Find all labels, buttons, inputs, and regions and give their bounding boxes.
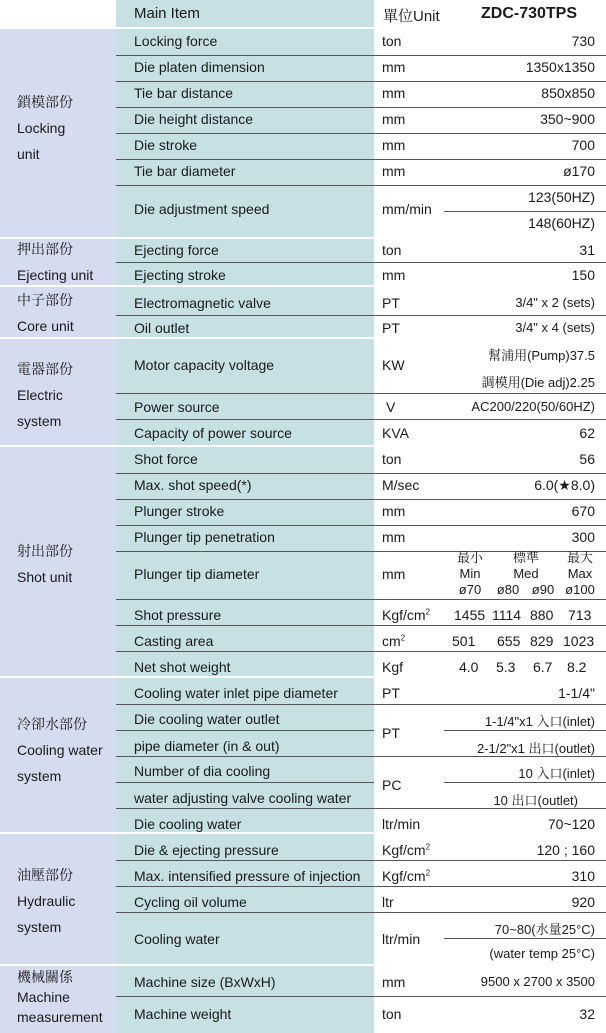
row-value: (water temp 25°C) xyxy=(489,946,595,961)
cooling-label-en2: system xyxy=(17,768,62,784)
table-row xyxy=(116,133,606,159)
row-unit: PT xyxy=(382,685,400,701)
row-value: 920 xyxy=(571,894,595,910)
row-value: 1-1/4"x1 入口(inlet) xyxy=(484,714,595,729)
row-value: 32 xyxy=(579,1006,595,1022)
electric-label-zh: 電器部份 xyxy=(17,361,73,377)
row-unit: KW xyxy=(382,357,405,373)
row-name: Plunger stroke xyxy=(134,503,225,519)
table-row xyxy=(116,262,606,285)
shot-label-en: Shot unit xyxy=(17,569,73,585)
row-value: 148(60HZ) xyxy=(528,215,595,231)
row-value: 9500 x 2700 x 3500 xyxy=(480,974,595,989)
row-value: 2-1/2"x1 出口(outlet) xyxy=(476,741,595,756)
row-unit: Kgf/$cm^2$ xyxy=(382,842,431,858)
group-cooling xyxy=(0,678,606,832)
row-name: Die cooling water xyxy=(134,816,242,832)
table-row xyxy=(116,525,606,551)
row-value: 123(50HZ) xyxy=(528,189,595,205)
group-hydraulic xyxy=(0,834,606,964)
group-electric xyxy=(0,339,606,445)
row-value: 3/4" x 2 (sets) xyxy=(515,295,595,310)
row-name: Electromagnetic valve xyxy=(134,295,271,311)
row-name: Capacity of power source xyxy=(134,425,292,441)
row-name: Number of dia cooling xyxy=(134,763,271,779)
table-header xyxy=(0,0,606,27)
row-value: 56 xyxy=(579,451,595,467)
row-name: Cooling water inlet pipe diameter xyxy=(134,685,338,701)
hydraulic-label-zh: 油壓部份 xyxy=(17,867,73,883)
group-ejecting xyxy=(0,239,606,285)
electric-label-en2: system xyxy=(17,413,62,429)
row-name: Shot force xyxy=(134,451,198,467)
row-value: 62 xyxy=(579,425,595,441)
row-unit: mm xyxy=(382,267,406,283)
header-unit: 單位Unit xyxy=(383,8,440,25)
row-unit: mm xyxy=(382,566,406,582)
row-unit: PT xyxy=(382,295,400,311)
row-unit: PT xyxy=(382,725,400,741)
row-value: 310 xyxy=(571,868,595,884)
row-unit: mm xyxy=(382,59,406,75)
row-value: 350~900 xyxy=(540,111,595,127)
row-name: Shot pressure xyxy=(134,607,222,623)
row-name: Max. shot speed(*) xyxy=(134,477,252,493)
plunger-col-90: ø90 xyxy=(531,582,555,597)
hydraulic-label-en2: system xyxy=(17,919,62,935)
table-row xyxy=(116,339,606,393)
row-unit: mm xyxy=(382,974,406,990)
table-row xyxy=(116,419,606,445)
row-value: 150 xyxy=(571,267,595,283)
group-shot xyxy=(0,447,606,676)
row-unit: mm xyxy=(382,137,406,153)
row-unit: ltr/min xyxy=(382,816,421,832)
row-name: Die platen dimension xyxy=(134,59,265,75)
row-value: 10 入口(inlet) xyxy=(518,766,595,781)
row-unit: M/sec xyxy=(382,477,420,493)
row-name: Die adjustment speed xyxy=(134,201,270,217)
table-row xyxy=(116,239,606,262)
table-row xyxy=(116,473,606,499)
table-row xyxy=(116,107,606,133)
row-value: 120 ; 160 xyxy=(536,842,595,858)
table-row xyxy=(116,808,606,832)
table-row xyxy=(116,996,606,1033)
table-row xyxy=(116,55,606,81)
row-name: Cycling oil volume xyxy=(134,894,247,910)
row-unit: Kgf/$cm^2$ xyxy=(382,868,431,884)
row-name: Die & ejecting pressure xyxy=(134,842,279,858)
row-name: Net shot weight xyxy=(134,659,231,675)
row-name: Tie bar diameter xyxy=(134,163,236,179)
row-value: 300 xyxy=(571,529,595,545)
core-label-zh: 中子部份 xyxy=(17,292,73,308)
machine-label-zh: 機械關係 xyxy=(17,969,73,985)
row-value: 1-1/4" xyxy=(558,685,595,701)
table-row xyxy=(116,81,606,107)
row-unit: V xyxy=(386,399,396,415)
row-name: pipe diameter (in & out) xyxy=(134,738,280,754)
row-name: Power source xyxy=(134,399,220,415)
row-value: 1350x1350 xyxy=(525,59,595,75)
group-machine xyxy=(0,966,606,1033)
shot-label-zh: 射出部份 xyxy=(17,543,73,559)
row-name: Plunger tip diameter xyxy=(134,566,260,582)
row-value: 3/4" x 4 (sets) xyxy=(515,320,595,335)
row-unit: mm xyxy=(382,529,406,545)
row-name: Die height distance xyxy=(134,111,254,127)
row-name: Motor capacity voltage xyxy=(134,357,275,373)
row-unit: mm xyxy=(382,111,406,127)
group-core xyxy=(0,287,606,337)
table-row xyxy=(116,315,606,337)
table-row xyxy=(116,860,606,886)
cooling-label-en1: Cooling water xyxy=(17,742,103,758)
row-unit: mm xyxy=(382,163,406,179)
row-unit: PT xyxy=(382,320,400,336)
ejecting-label-en: Ejecting unit xyxy=(17,267,94,283)
row-unit: ltr/min xyxy=(382,931,421,947)
row-value: AC200/220(50/60HZ) xyxy=(471,399,595,414)
table-row xyxy=(116,499,606,525)
row-name: water adjusting valve cooling water xyxy=(134,790,352,806)
plunger-col-max: 最大 Max ø100 xyxy=(565,550,595,597)
row-value: 70~120 xyxy=(547,816,595,832)
machine-label-en1: Machine xyxy=(17,989,70,1005)
table-row xyxy=(116,447,606,473)
row-unit: PC xyxy=(382,777,402,793)
row-value: 31 xyxy=(579,242,595,258)
row-name: Plunger tip penetration xyxy=(134,529,275,545)
row-unit: ton xyxy=(382,242,402,258)
electric-label-en1: Electric xyxy=(17,387,63,403)
table-row: Net shot weight Kgf 4.0 5.3 6.7 8.2 xyxy=(134,659,587,675)
group-locking xyxy=(0,29,606,237)
row-name: Die cooling water outlet xyxy=(134,711,280,727)
row-unit: Kgf xyxy=(382,659,404,675)
cooling-label-zh: 冷卻水部份 xyxy=(17,716,87,732)
row-name: Machine weight xyxy=(134,1006,232,1022)
row-unit: $cm^2$ xyxy=(382,633,406,649)
row-unit: ltr xyxy=(382,894,394,910)
row-value: 850x850 xyxy=(541,85,595,101)
plunger-col-min: 最小 Min ø70 xyxy=(456,550,483,597)
table-row xyxy=(116,678,606,704)
row-value: 70~80(水量25°C) xyxy=(494,922,595,937)
row-value: ø170 xyxy=(563,163,595,179)
row-name: Die stroke xyxy=(134,137,198,153)
table-row xyxy=(116,966,606,996)
row-unit: Kgf/$cm^2$ xyxy=(382,607,431,623)
header-model: ZDC-730TPS xyxy=(481,5,578,22)
row-unit: KVA xyxy=(382,425,409,441)
row-unit: ton xyxy=(382,33,402,49)
machine-label-en2: measurement xyxy=(17,1009,103,1025)
row-value: 調模用(Die adj)2.25 xyxy=(481,375,595,390)
row-name: Casting area xyxy=(134,633,214,649)
table-row xyxy=(116,886,606,912)
table-row xyxy=(116,159,606,185)
row-value: 10 出口(outlet) xyxy=(493,793,578,808)
row-value: 670 xyxy=(571,503,595,519)
row-name: Ejecting force xyxy=(134,242,219,258)
shot-pressure-values: 1455 1114 880 713 xyxy=(454,607,592,623)
table-row xyxy=(116,834,606,860)
locking-label-en1: Locking xyxy=(17,120,66,136)
row-unit: mm/min xyxy=(382,201,432,217)
core-label-en: Core unit xyxy=(17,318,74,334)
row-value: 730 xyxy=(571,33,595,49)
plunger-col-med: 標準 Med xyxy=(512,550,539,581)
row-value: 700 xyxy=(571,137,595,153)
table-row xyxy=(116,287,606,312)
row-value: 6.0(★8.0) xyxy=(534,477,595,493)
row-unit: mm xyxy=(382,85,406,101)
locking-label-en2: unit xyxy=(17,146,40,162)
hydraulic-label-en1: Hydraulic xyxy=(17,893,76,909)
row-name: Machine size (BxWxH) xyxy=(134,974,276,990)
row-name: Ejecting stroke xyxy=(134,267,226,283)
row-unit: mm xyxy=(382,503,406,519)
row-name: Locking force xyxy=(134,33,218,49)
row-name: Cooling water xyxy=(134,931,220,947)
ejecting-label-zh: 押出部份 xyxy=(17,241,73,257)
table-row xyxy=(116,29,606,55)
locking-label-zh: 鎖模部份 xyxy=(17,94,73,110)
row-name: Oil outlet xyxy=(134,320,190,336)
table-row: Casting area $cm^2$ 501 655 829 1023 xyxy=(134,633,595,649)
row-value: 幫浦用(Pump)37.5 xyxy=(488,348,595,363)
row-name: Tie bar distance xyxy=(134,85,234,101)
table-row xyxy=(116,393,606,419)
row-name: Max. intensified pressure of injection xyxy=(134,868,361,884)
row-unit: ton xyxy=(382,1006,402,1022)
header-main-item: Main Item xyxy=(134,5,200,22)
plunger-col-med-val: ø80 xyxy=(496,582,520,597)
row-unit: ton xyxy=(382,451,402,467)
